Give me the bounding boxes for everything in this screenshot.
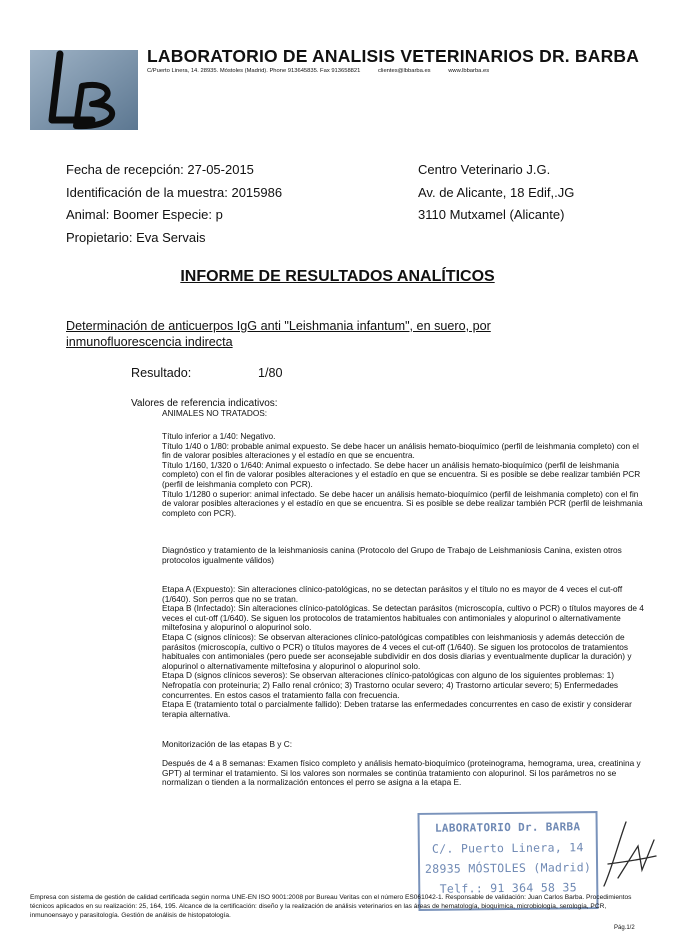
footer-certification: Empresa con sistema de gestión de calidad certificada según norma UNE-EN ISO 9001:2008 por Bureau Veritas con el número ES061042-1. Responsable de validación: Juan Carlos Barba. Procedimientos técnicos aplicados en su realización: 25, 164, 195. Alcance de la certificación: diseño y la realización de análisis veterinarios en las áreas de hematología, bioquímica, microbiología, serología, PCR, inmunoensayo y parasitología. Gestión de análisis de histopatología. <box>30 894 632 919</box>
lab-contact <box>147 68 505 74</box>
animal-info: Animal: Boomer Especie: p <box>66 207 223 222</box>
stamp-line: 28935 MÓSTOLES (Madrid) <box>424 860 592 876</box>
stage-d: Etapa D (signos clínicos severos): Se observan alteraciones clínico-patológicas con alguno de los siguientes problemas: 1) Nefropatía con proteinuria; 2) Fallo renal crónico; 3) Trastorno ocular severo; 4) Trastorno articular severo; 5) Enfermedades concurrentes. En estos casos el tratamiento falla con frecuencia. <box>162 670 619 700</box>
monitor-text: Después de 4 a 8 semanas: Examen físico completo y análisis hemato-bioquímico (proteinograma, hemograma, urea, creatinina y GPT) al terminar el tratamiento. Si los valores son normales se continúa tratamiento con alopurinol. Si los parámetros no se normalizan o tienden a la normalización entonces el perro se asigna a la etapa E. <box>162 758 641 788</box>
report-title: INFORME DE RESULTADOS ANALÍTICOS <box>180 268 495 285</box>
page-number: Pág.1/2 <box>614 925 635 931</box>
stamp-line: LABORATORIO Dr. BARBA <box>434 820 581 835</box>
stamp-line: C/. Puerto Linera, 14 <box>431 840 584 856</box>
owner: Propietario: Eva Servais <box>66 230 206 245</box>
reference-line: Título inferior a 1/40: Negativo. <box>162 431 276 441</box>
stamp-line: Telf.: 91 364 58 35 <box>439 880 577 896</box>
clinic-address: Av. de Alicante, 18 Edif,.JG <box>418 185 575 200</box>
reception-date: Fecha de recepción: 27-05-2015 <box>66 162 254 177</box>
stage-a: Etapa A (Expuesto): Sin alteraciones clínico-patológicas, no se detectan parásitos y el título no es mayor de 4 veces el cut-off (1/640). Son perros que no se tratan. <box>162 584 623 604</box>
reference-line: Título 1/160, 1/320 o 1/640: Animal expuesto o infectado. Se debe hacer un análisis hemato-bioquímico (perfil de leishmania completo) con el fin de valorar posibles alteraciones y el estadío en que se encuentra. Si es posible se debe realizar también PCR (perfil de leishmania completo con PCR). <box>162 459 641 489</box>
diagnosis-intro: Diagnóstico y tratamiento de la leishmaniosis canina (Protocolo del Grupo de Trabajo de Leishmaniosis Canina, existen otros protocolos igualmente válidos) <box>162 545 622 565</box>
monitor-title: Monitorización de las etapas B y C: <box>162 739 293 749</box>
reference-line: Título 1/40 o 1/80: probable animal expuesto. Se debe hacer un análisis hemato-bioquímico (perfil de leishmania completo) con el fin de valorar posibles alteraciones y el estadío en que se encuentra. <box>162 440 639 461</box>
reference-list <box>162 432 644 518</box>
lab-name: LABORATORIO DE ANALISIS VETERINARIOS DR. BARBA <box>147 46 640 66</box>
stage-b: Etapa B (Infectado): Sin alteraciones clínico-patológicas. Se detectan parásitos (microscopía, cultivo o PCR) o títulos mayores de 4 veces el cut-off (1/640). Se siguen los protocolos de tratamientos habituales con antimoniales y alopurinol o alternativamente miltefosina y alopurinol o alopurinol solo. <box>162 603 644 633</box>
lab-logo <box>30 50 138 130</box>
lab-email: clientes@lbbarba.es <box>377 68 431 74</box>
result-value: 1/80 <box>258 366 283 380</box>
stage-c: Etapa C (signos clínicos): Se observan alteraciones clínico-patológicas compatibles con leishmaniosis y además detección de parásitos (microscopía, cultivo o PCR) o títulos mayores de 4 veces el cut-off (1/640). Se siguen los protocolos de tratamientos habituales con antimoniales (pero puede ser aconsejable subdividir en dos dosis diarias y eventualmente duplicar la duración) y alopurinol o alternativamente miltefosina y alopurinol o alopurinol solo. <box>162 631 632 671</box>
clinic-city: 3110 Mutxamel (Alicante) <box>418 207 565 222</box>
stage-e: Etapa E (tratamiento total o parcialmente fallido): Deben tratarse las enfermedades concurrentes en caso de existir y considerar terapia alternativa. <box>162 699 632 719</box>
clinic-name: Centro Veterinario J.G. <box>418 162 551 177</box>
reference-line: Título 1/1280 o superior: animal infectado. Se debe hacer un análisis hemato-bioquímico (perfil de leishmania completo) con el fin de valorar posibles alteraciones y el estadío en que se encuentra. Si es posible se debe realizar también PCR (perfil de leishmania completo con PCR). <box>162 488 643 518</box>
reference-group: ANIMALES NO TRATADOS: <box>162 408 268 418</box>
stages-list <box>162 585 644 719</box>
lab-address: C/Puerto Linera, 14. 28935. Móstoles (Madrid). Phone 913645835. Fax 913658821 <box>147 68 361 74</box>
signature <box>598 816 658 896</box>
lab-web: www.lbbarba.es <box>448 68 490 74</box>
determination: Determinación de anticuerpos IgG anti "Leishmania infantum", en suero, por inmunofluorescencia indirecta <box>66 319 491 349</box>
reference-label: Valores de referencia indicativos: <box>131 398 278 409</box>
result-label: Resultado: <box>131 366 192 380</box>
sample-id: Identificación de la muestra: 2015986 <box>66 185 283 200</box>
